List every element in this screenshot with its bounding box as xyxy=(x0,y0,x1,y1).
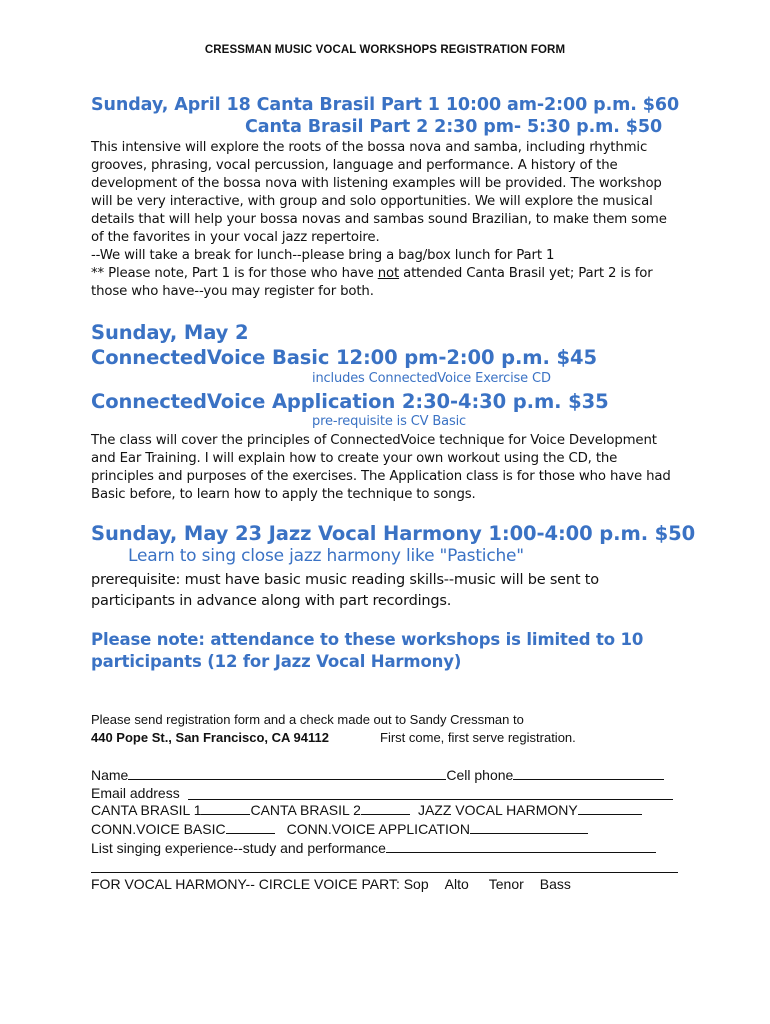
form-title: CRESSMAN MUSIC VOCAL WORKSHOPS REGISTRATION FORM xyxy=(204,44,566,56)
canta-brasil-1-label: CANTA BRASIL 1 xyxy=(91,802,202,818)
name-label: Name xyxy=(91,767,129,783)
canta-brasil-description: This intensive will explore the roots of the bossa nova and samba, including rhythmic grooves, phrasing, vocal percussion, language and performance. A history of the development of the bossa nova with listening examples will be provided. The workshop will be very interactive, with group and solo opportunities. We will explore the musical details that will help your bossa novas and sambas sound Brazilian, to make them some of the favorites in your vocal jazz repertoire. xyxy=(91,140,667,245)
jazz-vocal-harmony-description: prerequisite: must have basic music reading skills--music will be sent to participants in advance along with part recordings. xyxy=(91,572,599,609)
cell-phone-label: Cell phone xyxy=(446,767,514,783)
email-label: Email address xyxy=(91,785,180,801)
email-row xyxy=(91,784,180,802)
part-note-after: attended Canta Brasil yet; Part 2 is for those who have--you may register for both. xyxy=(91,266,653,299)
voice-part-label: FOR VOCAL HARMONY-- CIRCLE VOICE PART: Sop xyxy=(91,876,429,892)
canta-brasil-1-field[interactable] xyxy=(201,801,250,815)
conn-voice-basic-label: CONN.VOICE BASIC xyxy=(91,821,226,837)
registration-address: 440 Pope St., San Francisco, CA 94112 xyxy=(91,730,329,745)
canta-brasil-part2-heading: Canta Brasil Part 2 2:30 pm- 5:30 p.m. $50 xyxy=(245,117,663,137)
jazz-vocal-harmony-heading: Sunday, May 23 Jazz Vocal Harmony 1:00-4:00 p.m. $50 xyxy=(91,522,696,545)
experience-field[interactable] xyxy=(386,839,656,853)
cell-phone-field[interactable] xyxy=(513,766,664,780)
voice-part-tenor[interactable]: Tenor xyxy=(488,876,524,892)
attendance-note: Please note: attendance to these workshops is limited to 10 participants (12 for Jazz Vocal Harmony) xyxy=(91,630,644,671)
voice-part-row xyxy=(91,875,571,893)
experience-label: List singing experience--study and performance xyxy=(91,840,386,856)
voice-part-bass[interactable]: Bass xyxy=(539,876,571,892)
workshop-selection-row-1 xyxy=(91,801,642,819)
connectedvoice-description: The class will cover the principles of ConnectedVoice technique for Voice Development and Ear Training. I will explain how to create your own workout using the CD, the principles and purposes of the exercises. The Application class is for those who have had Basic before, to learn how to apply the technique to songs. xyxy=(91,433,671,502)
conn-voice-application-field[interactable] xyxy=(470,820,588,834)
email-field[interactable] xyxy=(188,799,673,800)
conn-voice-application-label: CONN.VOICE APPLICATION xyxy=(286,821,470,837)
experience-row xyxy=(91,839,656,857)
connectedvoice-date-heading: Sunday, May 2 xyxy=(91,321,249,344)
registration-instruction: Please send registration form and a check made out to Sandy Cressman to xyxy=(91,712,524,727)
jazz-vocal-harmony-label: JAZZ VOCAL HARMONY xyxy=(417,802,578,818)
conn-voice-basic-field[interactable] xyxy=(226,820,275,834)
application-note: pre-requisite is CV Basic xyxy=(312,414,467,429)
basic-note: includes ConnectedVoice Exercise CD xyxy=(312,371,551,386)
canta-brasil-2-field[interactable] xyxy=(361,801,410,815)
jazz-vocal-harmony-subtitle: Learn to sing close jazz harmony like "Pastiche" xyxy=(128,546,524,566)
voice-part-alto[interactable]: Alto xyxy=(444,876,469,892)
jazz-vocal-harmony-field[interactable] xyxy=(578,801,642,815)
part-note xyxy=(91,265,681,301)
part-note-emphasis: not xyxy=(377,266,400,281)
workshop-selection-row-2 xyxy=(91,820,588,838)
connectedvoice-basic-heading: ConnectedVoice Basic 12:00 pm-2:00 p.m. $45 xyxy=(91,346,597,369)
experience-field-line-2[interactable] xyxy=(91,872,678,873)
first-come-note: First come, first serve registration. xyxy=(380,730,576,745)
lunch-note: --We will take a break for lunch--please bring a bag/box lunch for Part 1 xyxy=(91,248,555,263)
canta-brasil-2-label: CANTA BRASIL 2 xyxy=(250,802,361,818)
canta-brasil-part1-heading: Sunday, April 18 Canta Brasil Part 1 10:00 am-2:00 p.m. $60 xyxy=(91,95,680,115)
part-note-before: ** Please note, Part 1 is for those who have xyxy=(91,266,378,281)
name-field[interactable] xyxy=(128,766,446,780)
name-row xyxy=(91,766,664,784)
connectedvoice-application-heading: ConnectedVoice Application 2:30-4:30 p.m. $35 xyxy=(91,390,609,413)
